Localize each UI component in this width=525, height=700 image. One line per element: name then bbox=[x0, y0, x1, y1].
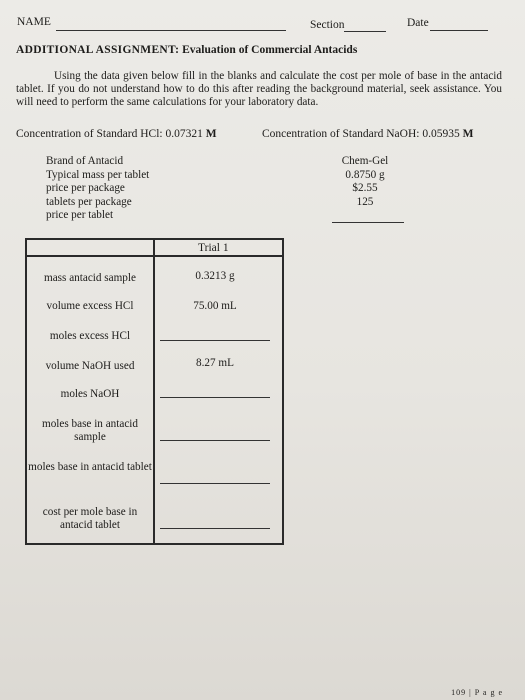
naoh-label: Concentration of Standard NaOH: bbox=[262, 128, 420, 140]
price-per-package-label: price per package bbox=[46, 182, 125, 194]
row-label-moles-base-sample: moles base in antacid sample bbox=[42, 418, 138, 443]
row-blank-cost-per-mole[interactable] bbox=[160, 528, 270, 529]
row-label-moles-excess-hcl: moles excess HCl bbox=[49, 330, 131, 342]
row-label-cost-per-mole: cost per mole base in antacid tablet bbox=[42, 506, 138, 531]
tablets-per-package-value: 125 bbox=[356, 195, 374, 208]
trial-1-header: Trial 1 bbox=[198, 242, 229, 254]
section-blank[interactable] bbox=[344, 31, 386, 32]
row-blank-moles-excess-hcl[interactable] bbox=[160, 340, 270, 341]
date-blank[interactable] bbox=[430, 30, 488, 31]
brand-label: Brand of Antacid bbox=[46, 155, 124, 167]
brand-value: Chem-Gel bbox=[341, 155, 389, 167]
title-text: Evaluation of Commercial Antacids bbox=[182, 44, 358, 56]
name-label: NAME bbox=[17, 16, 51, 28]
row-blank-moles-base-tablet[interactable] bbox=[160, 483, 270, 484]
row-label-volume-excess-hcl: volume excess HCl bbox=[46, 300, 134, 312]
row-label-volume-naoh: volume NaOH used bbox=[45, 360, 135, 372]
hcl-concentration bbox=[16, 128, 217, 140]
row-value-volume-naoh: 8.27 mL bbox=[196, 357, 234, 369]
naoh-concentration bbox=[262, 128, 473, 140]
date-label: Date bbox=[407, 17, 429, 29]
hcl-value: 0.07321 bbox=[165, 128, 203, 140]
title-prefix: ADDITIONAL ASSIGNMENT: bbox=[16, 44, 180, 56]
page-number: 109 | P a g e bbox=[451, 688, 503, 697]
naoh-unit: M bbox=[462, 128, 474, 140]
name-blank[interactable] bbox=[56, 30, 286, 31]
row-label-moles-naoh: moles NaOH bbox=[60, 388, 120, 400]
antacid-labels bbox=[46, 155, 149, 223]
row-label-mass-sample: mass antacid sample bbox=[44, 272, 136, 284]
row-value-volume-excess-hcl: 75.00 mL bbox=[193, 300, 237, 312]
page-title bbox=[16, 44, 357, 56]
section-label: Section bbox=[310, 19, 345, 31]
row-label-moles-base-tablet: moles base in antacid tablet bbox=[28, 461, 152, 473]
price-per-tablet-label: price per tablet bbox=[46, 209, 114, 221]
mass-per-tablet-label: Typical mass per tablet bbox=[46, 168, 150, 181]
tablets-per-package-label: tablets per package bbox=[46, 195, 132, 208]
row-blank-moles-base-sample[interactable] bbox=[160, 440, 270, 441]
price-per-package-value: $2.55 bbox=[352, 182, 378, 194]
row-blank-moles-naoh[interactable] bbox=[160, 397, 270, 398]
mass-per-tablet-value: 0.8750 g bbox=[345, 168, 385, 181]
hcl-unit: M bbox=[205, 128, 217, 140]
price-per-tablet-blank[interactable] bbox=[332, 222, 404, 223]
row-value-mass-sample: 0.3213 g bbox=[195, 270, 235, 282]
naoh-value: 0.05935 bbox=[422, 128, 460, 140]
instructions-paragraph: Using the data given below fill in the blanks and calculate the cost per mole of base in the antacid tablet. If you do not understand how to do this after reading the background material, seek assistance. You will need to perform the same calculations for your laboratory data. bbox=[16, 70, 502, 108]
hcl-label: Concentration of Standard HCl: bbox=[16, 128, 163, 140]
antacid-values bbox=[330, 155, 400, 209]
